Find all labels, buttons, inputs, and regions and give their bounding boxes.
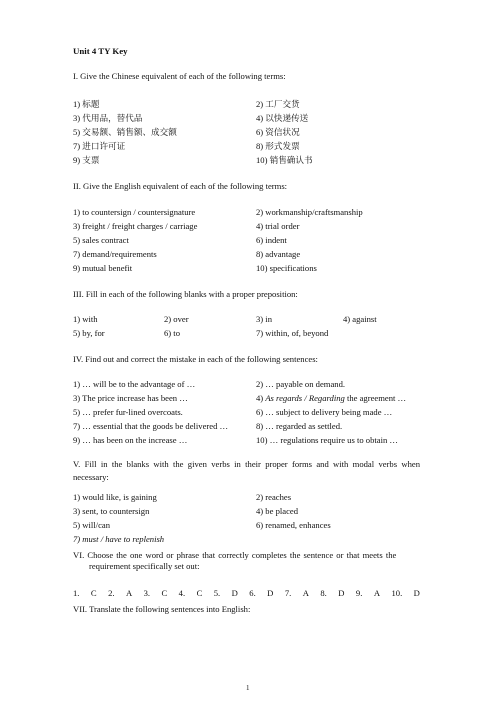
document-title: Unit 4 TY Key [73, 46, 128, 56]
mcq-token: 6. [249, 588, 256, 598]
answer-item: 10) … regulations require us to obtain … [256, 435, 399, 445]
mcq-token: C [90, 588, 97, 598]
answer-item: 7) 进口许可证 [73, 141, 126, 151]
page-number: 1 [246, 684, 250, 692]
answer-item: 2) reaches [256, 492, 292, 502]
answer-item: 1) with [73, 314, 98, 324]
answer-item: 4) against [343, 314, 377, 324]
answer-item: 5) by, for [73, 328, 105, 338]
mcq-token: D [267, 588, 274, 598]
section-7-heading: VII. Translate the following sentences into English: [73, 604, 251, 614]
answer-item: 2) 工厂交货 [256, 99, 300, 109]
answer-item: 6) 资信状况 [256, 127, 300, 137]
answer-item: 10) 销售确认书 [256, 155, 313, 165]
answer-item: 3) freight / freight charges / carriage [73, 221, 198, 231]
mcq-token: C [196, 588, 203, 598]
answer-item: 1) … will be to the advantage of … [73, 379, 196, 389]
section-5-heading: V. Fill in the blanks with the given verbs in their proper forms and with modal verbs when necessary: [73, 459, 420, 482]
answer-item: 8) 形式发票 [256, 141, 300, 151]
section-2-heading: II. Give the English equivalent of each of the following terms: [73, 181, 288, 191]
mcq-token: 4. [178, 588, 186, 598]
section-3-heading: III. Fill in each of the following blanks with a proper preposition: [73, 289, 298, 299]
answer-item: 1) would like, is gaining [73, 492, 157, 502]
mcq-token: 5. [213, 588, 221, 598]
answer-item: 1) to countersign / countersignature [73, 207, 196, 217]
section-1-heading: I. Give the Chinese equivalent of each of the following terms: [73, 71, 286, 81]
answer-item: 4) 以快递传送 [256, 113, 309, 123]
answer-item: 9) mutual benefit [73, 263, 133, 273]
mcq-token: A [302, 588, 309, 598]
answer-item: 7) … essential that the goods be delivered … [73, 421, 229, 431]
answer-item: 3) sent, to countersign [73, 506, 150, 516]
mcq-token: C [161, 588, 168, 598]
answer-item: 6) renamed, enhances [256, 520, 331, 530]
answer-item: 9) … has been on the increase … [73, 435, 188, 445]
answer-item: 6) to [164, 328, 180, 338]
mcq-token: 8. [320, 588, 327, 598]
mcq-token: D [231, 588, 238, 598]
answer-item: 5) 交易额、销售额、成交额 [73, 127, 177, 137]
answer-item: 6) … subject to delivery being made … [256, 407, 393, 417]
answer-item: 1) 标题 [73, 99, 100, 109]
mcq-token: 10. [391, 588, 403, 598]
mcq-token: 2. [108, 588, 115, 598]
section-6-heading: VI. Choose the one word or phrase that correctly completes the sentence or that meets the [73, 550, 397, 560]
emphasis: As regards / Regarding [265, 393, 345, 403]
answer-item: 4) As regards / Regarding the agreement … [256, 393, 407, 403]
answer-item: 3) The price increase has been … [73, 393, 188, 403]
section-4-heading: IV. Find out and correct the mistake in each of the following sentences: [73, 354, 318, 364]
answer-item: 10) specifications [256, 263, 317, 273]
answer-item: 2) … payable on demand. [256, 379, 346, 389]
answer-item: 5) sales contract [73, 235, 129, 245]
answer-item: 4) be placed [256, 506, 298, 516]
mcq-token: 1. [73, 588, 80, 598]
answer-item: 3) 代用品，替代品 [73, 113, 143, 123]
section-6-heading-cont: requirement specifically set out: [89, 561, 200, 571]
answer-item: 2) workmanship/craftsmanship [256, 207, 363, 217]
mcq-token: 3. [143, 588, 151, 598]
answer-item: 8) … regarded as settled. [256, 421, 343, 431]
mcq-answers [73, 588, 420, 598]
mcq-token: D [338, 588, 345, 598]
answer-item: 7) within, of, beyond [256, 328, 329, 338]
answer-item: 5) will/can [73, 520, 110, 530]
mcq-token: 7. [284, 588, 292, 598]
mcq-token: 9. [355, 588, 363, 598]
answer-item: 4) trial order [256, 221, 300, 231]
answer-item: 7) demand/requirements [73, 249, 157, 259]
mcq-token: A [373, 588, 381, 598]
answer-item: 6) indent [256, 235, 287, 245]
answer-item: 7) must / have to replenish [73, 534, 165, 544]
answer-item: 2) over [164, 314, 189, 324]
mcq-token: D [413, 588, 420, 598]
answer-item: 9) 支票 [73, 155, 100, 165]
mcq-token: A [125, 588, 133, 598]
answer-item: 5) … prefer fur-lined overcoats. [73, 407, 183, 417]
answer-item: 8) advantage [256, 249, 301, 259]
answer-item: 3) in [256, 314, 272, 324]
